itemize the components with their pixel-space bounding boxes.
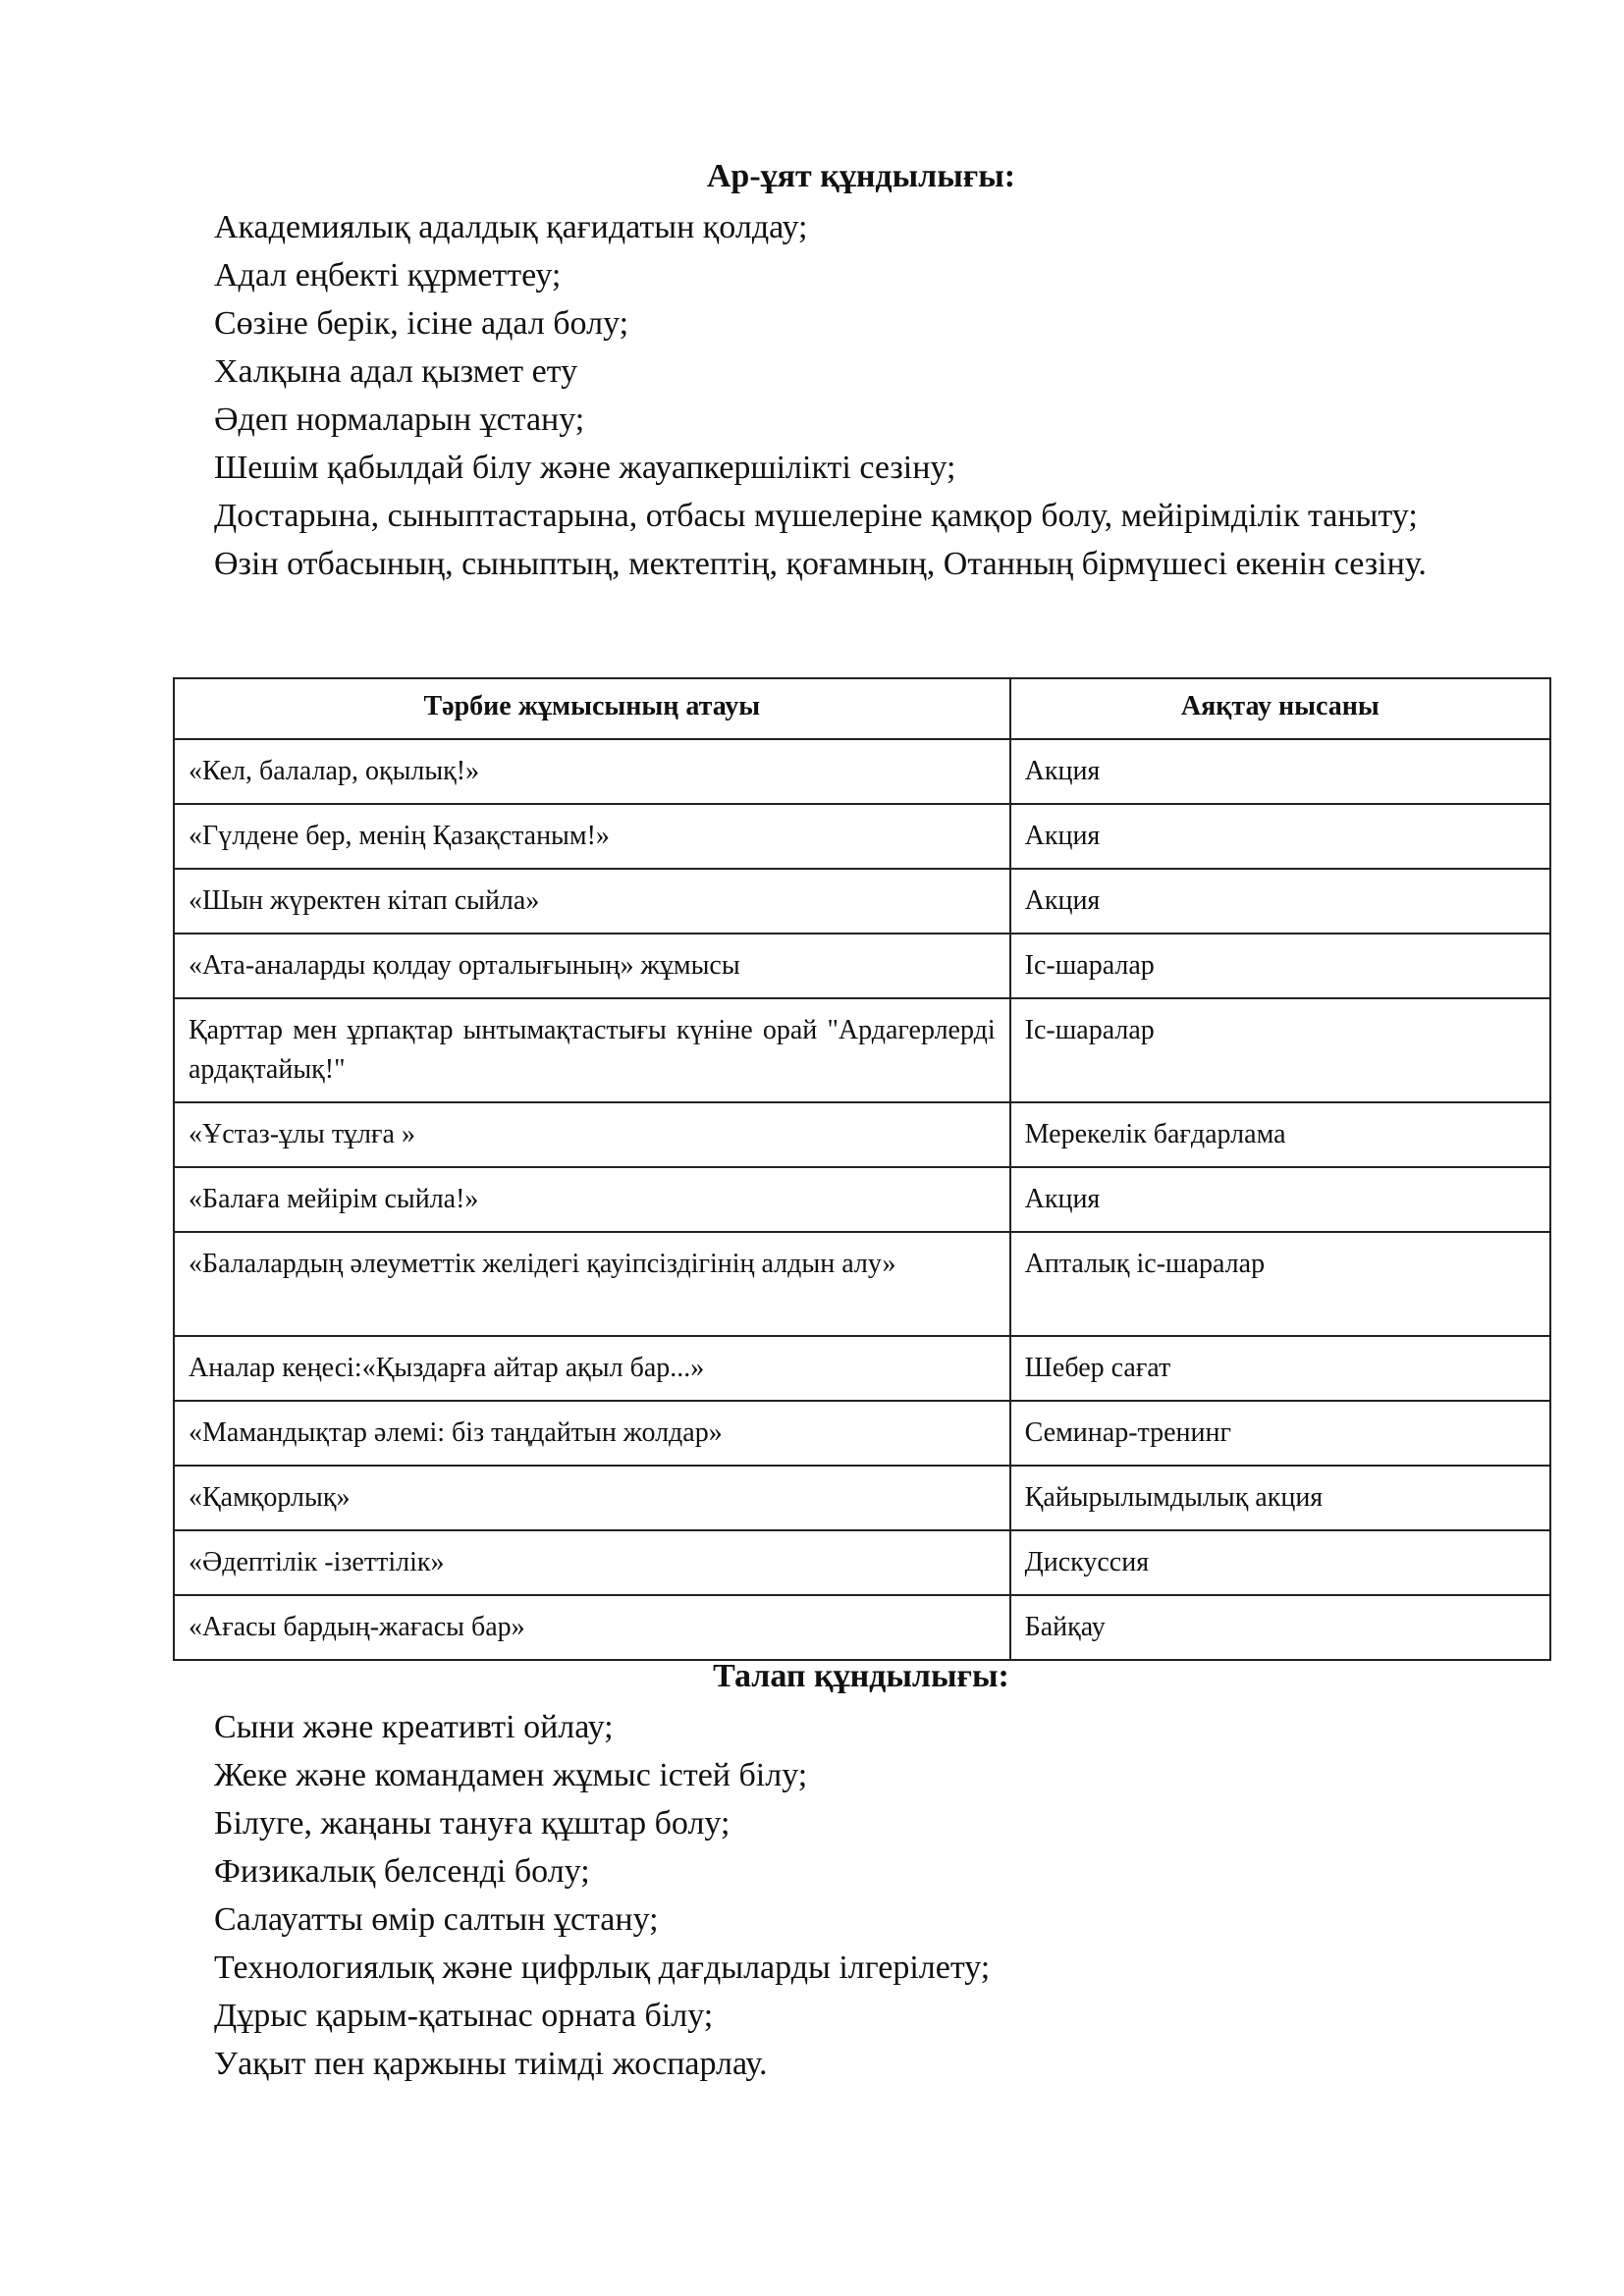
cell-work-name: «Гүлдене бер, менің Қазақстаным!»: [174, 804, 1010, 869]
cell-completion-form: Мерекелік бағдарлама: [1010, 1102, 1550, 1167]
cell-work-name: «Балалардың әлеуметтік желідегі қауіпсіздігінің алдын алу»: [174, 1232, 1010, 1336]
values-list-talap: [214, 1703, 1490, 2088]
list-item: Шешім қабылдай білу және жауапкершілікті сезіну;: [214, 450, 956, 486]
list-item: Халқына адал қызмет ету: [214, 353, 578, 390]
list-item: Уақыт пен қаржыны тиімді жоспарлау.: [214, 2046, 768, 2082]
table-row: [174, 1167, 1550, 1232]
cell-completion-form: Қайырылымдылық акция: [1010, 1466, 1550, 1530]
table-header-row: [174, 678, 1550, 739]
list-item: Академиялық адалдық қағидатын қолдау;: [214, 209, 808, 245]
cell-work-name: Аналар кеңесі:«Қыздарға айтар ақыл бар...»: [174, 1336, 1010, 1401]
cell-completion-form: Іс-шаралар: [1010, 998, 1550, 1102]
cell-work-name: «Мамандықтар әлемі: біз таңдайтын жолдар»: [174, 1401, 1010, 1466]
table-row: [174, 934, 1550, 998]
works-table: [173, 677, 1551, 1661]
list-item: Жеке және командамен жұмыс істей білу;: [214, 1757, 808, 1793]
cell-completion-form: Акция: [1010, 804, 1550, 869]
table-row: [174, 998, 1550, 1102]
list-item: Сыни және креативті ойлау;: [214, 1709, 614, 1745]
cell-completion-form: Акция: [1010, 869, 1550, 934]
cell-completion-form: Акция: [1010, 739, 1550, 804]
table-row: [174, 739, 1550, 804]
table-row: [174, 1232, 1550, 1336]
cell-work-name: «Балаға мейірім сыйла!»: [174, 1167, 1010, 1232]
list-item: Технологиялық және цифрлық дағдыларды ілгерілету;: [214, 1949, 991, 1986]
cell-work-name: «Қамқорлық»: [174, 1466, 1010, 1530]
section-title-ar-uyat: Ар-ұят құндылығы:: [706, 158, 1016, 194]
table-row: [174, 1336, 1550, 1401]
list-item: Достарына, сыныптастарына, отбасы мүшелеріне қамқор болу, мейірімділік таныту;: [214, 498, 1418, 534]
list-item: Өзін отбасының, сыныптың, мектептің, қоғамның, Отанның бірмүшесі екенін сезіну.: [214, 546, 1427, 582]
cell-work-name: «Ағасы бардың-жағасы бар»: [174, 1595, 1010, 1660]
values-list-ar-uyat: [214, 203, 1490, 588]
list-item: Дұрыс қарым-қатынас орната білу;: [214, 1998, 714, 2034]
cell-work-name: Қарттар мен ұрпақтар ынтымақтастығы күніне орай "Ардагерлерді ардақтайық!": [174, 998, 1010, 1102]
table-row: [174, 1530, 1550, 1595]
cell-work-name: «Кел, балалар, оқылық!»: [174, 739, 1010, 804]
table-row: [174, 869, 1550, 934]
table-row: [174, 1401, 1550, 1466]
column-header-completion-form: Аяқтау нысаны: [1010, 678, 1550, 739]
list-item: Білуге, жаңаны тануға құштар болу;: [214, 1805, 731, 1842]
list-item: Физикалық белсенді болу;: [214, 1853, 590, 1890]
list-item: Салауатты өмір салтын ұстану;: [214, 1901, 659, 1938]
cell-completion-form: Дискуссия: [1010, 1530, 1550, 1595]
list-item: Адал еңбекті құрметтеу;: [214, 257, 562, 294]
section-title-talap: Талап құндылығы:: [713, 1658, 1009, 1694]
cell-completion-form: Шебер сағат: [1010, 1336, 1550, 1401]
list-item: Әдеп нормаларын ұстану;: [214, 401, 585, 438]
cell-work-name: «Әдептілік -ізеттілік»: [174, 1530, 1010, 1595]
cell-work-name: «Шын жүректен кітап сыйла»: [174, 869, 1010, 934]
list-item: Сөзіне берік, ісіне адал болу;: [214, 305, 629, 342]
cell-work-name: «Ұстаз-ұлы тұлға »: [174, 1102, 1010, 1167]
table-row: [174, 1102, 1550, 1167]
table-row: [174, 804, 1550, 869]
cell-completion-form: Байқау: [1010, 1595, 1550, 1660]
table-row: [174, 1466, 1550, 1530]
table-row: [174, 1595, 1550, 1660]
column-header-work-name: Тәрбие жұмысының атауы: [174, 678, 1010, 739]
cell-completion-form: Акция: [1010, 1167, 1550, 1232]
cell-work-name: «Ата-аналарды қолдау орталығының» жұмысы: [174, 934, 1010, 998]
cell-completion-form: Семинар-тренинг: [1010, 1401, 1550, 1466]
cell-completion-form: Апталық іс-шаралар: [1010, 1232, 1550, 1336]
cell-completion-form: Іс-шаралар: [1010, 934, 1550, 998]
